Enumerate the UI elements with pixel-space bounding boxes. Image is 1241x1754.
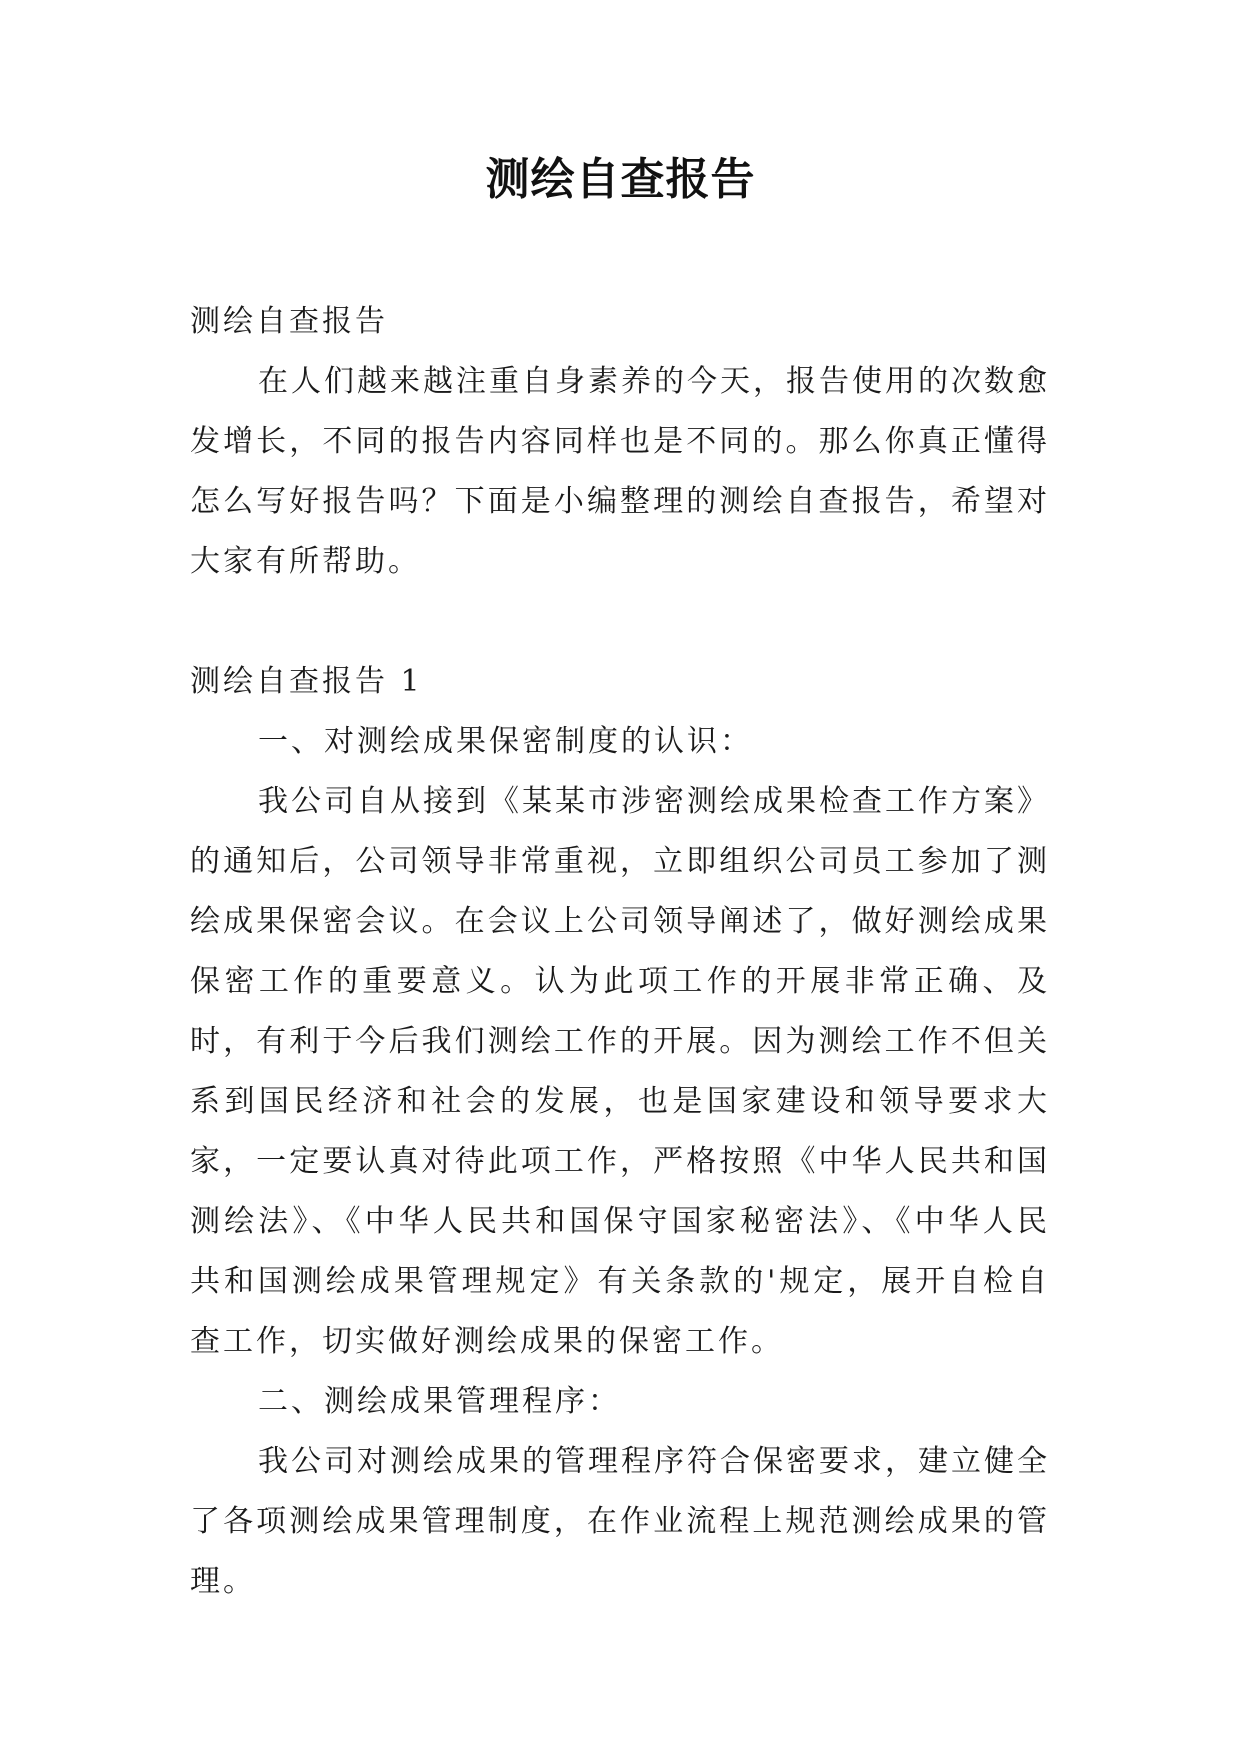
part2-paragraph: 我公司对测绘成果的管理程序符合保密要求，建立健全了各项测绘成果管理制度，在作业流程上规范测绘成果的管理。 [190, 1444, 1050, 1599]
document-body [190, 292, 1050, 1612]
part1-paragraph: 我公司自从接到《某某市涉密测绘成果检查工作方案》的通知后，公司领导非常重视，立即组织公司员工参加了测绘成果保密会议。在会议上公司领导阐述了，做好测绘成果保密工作的重要意义。认为此项工作的开展非常正确、及时，有利于今后我们测绘工作的开展。因为测绘工作不但关系到国民经济和社会的发展，也是国家建设和领导要求大家，一定要认真对待此项工作，严格按照《中华人民共和国测绘法》、《中华人民共和国保守国家秘密法》、《中华人民共和国测绘成果管理规定》有关条款的'规定，展开自检自查工作，切实做好测绘成果的保密工作。 [190, 784, 1050, 1359]
document-subtitle: 测绘自查报告 [190, 304, 388, 339]
section-heading: 测绘自查报告 1 [190, 664, 423, 699]
document-title: 测绘自查报告 [485, 154, 756, 205]
paragraph-spacer [190, 592, 1050, 652]
part1-heading: 一、对测绘成果保密制度的认识： [258, 724, 753, 759]
intro-paragraph: 在人们越来越注重自身素养的今天，报告使用的次数愈发增长，不同的报告内容同样也是不同的。那么你真正懂得怎么写好报告吗？下面是小编整理的测绘自查报告，希望对大家有所帮助。 [190, 364, 1050, 579]
part2-heading: 二、测绘成果管理程序： [258, 1384, 621, 1419]
